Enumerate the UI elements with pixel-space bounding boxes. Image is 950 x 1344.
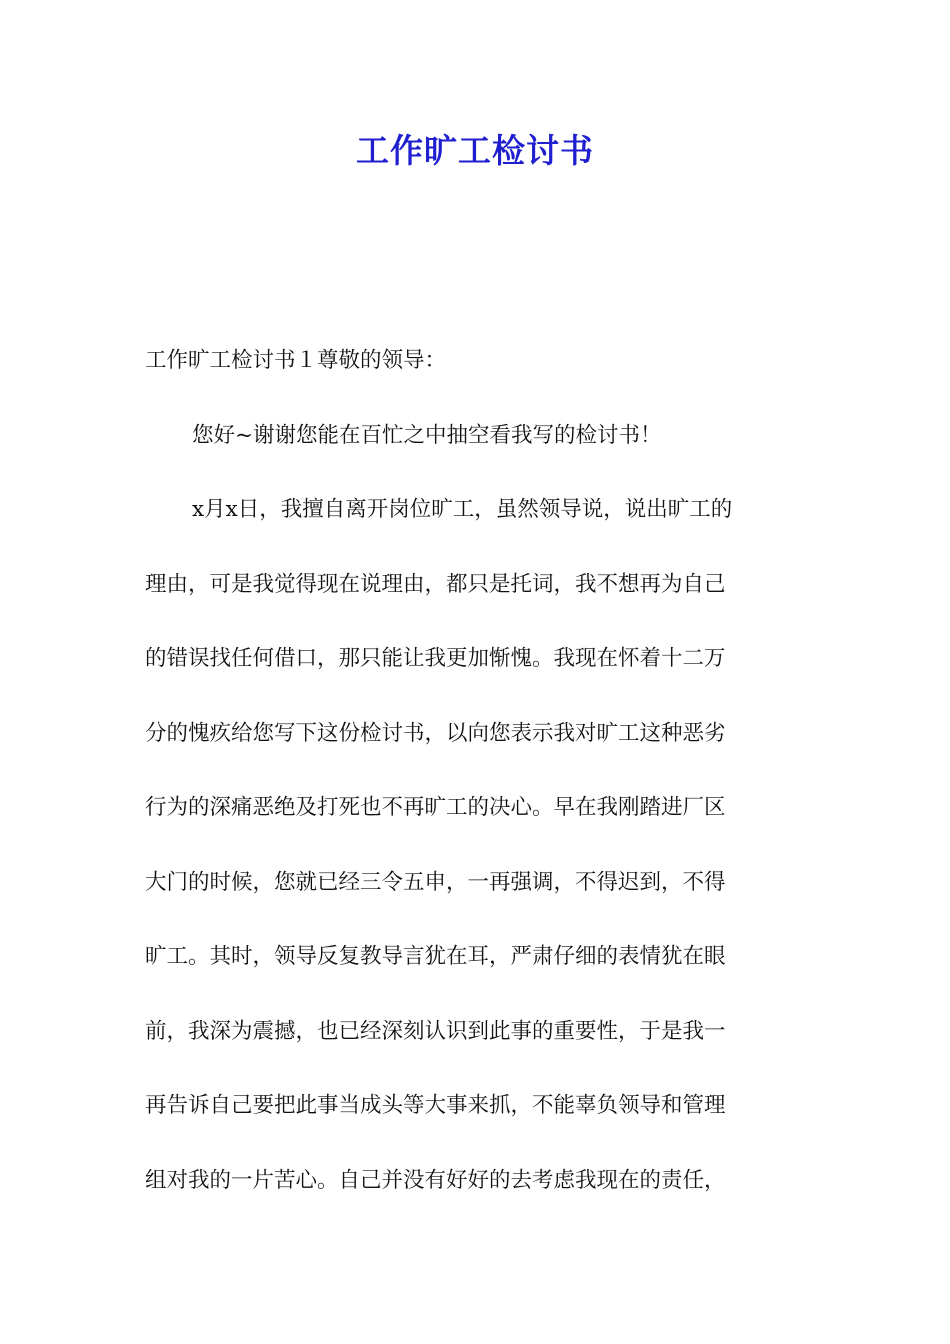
body-line: x月x日，我擅自离开岗位旷工，虽然领导说，说出旷工的 (192, 497, 733, 522)
body-line: 旷工。其时，领导反复教导言犹在耳，严肃仔细的表情犹在眼 (145, 944, 726, 969)
body-line: 分的愧疚给您写下这份检讨书，以向您表示我对旷工这种恶劣 (145, 720, 726, 746)
body-line: 行为的深痛恶绝及打死也不再旷工的决心。早在我刚踏进厂区 (145, 795, 726, 820)
body-line: 前，我深为震撼，也已经深刻认识到此事的重要性，于是我一 (145, 1018, 726, 1044)
salutation-line: 工作旷工检讨书１尊敬的领导： (145, 348, 447, 373)
greeting-paragraph: 您好~谢谢您能在百忙之中抽空看我写的检讨书！ (192, 422, 662, 448)
body-line: 组对我的一片苦心。自己并没有好好的去考虑我现在的责任， (145, 1167, 726, 1193)
body-line: 理由，可是我觉得现在说理由，都只是托词，我不想再为自己 (145, 571, 726, 597)
document-title: 工作旷工检讨书 (356, 131, 594, 170)
document-body (145, 339, 810, 1233)
body-line: 大门的时候，您就已经三令五申，一再强调，不得迟到，不得 (145, 869, 726, 895)
body-line: 再告诉自己要把此事当成头等大事来抓，不能辜负领导和管理 (145, 1093, 726, 1118)
body-line: 的错误找任何借口，那只能让我更加惭愧。我现在怀着十二万 (145, 646, 726, 671)
